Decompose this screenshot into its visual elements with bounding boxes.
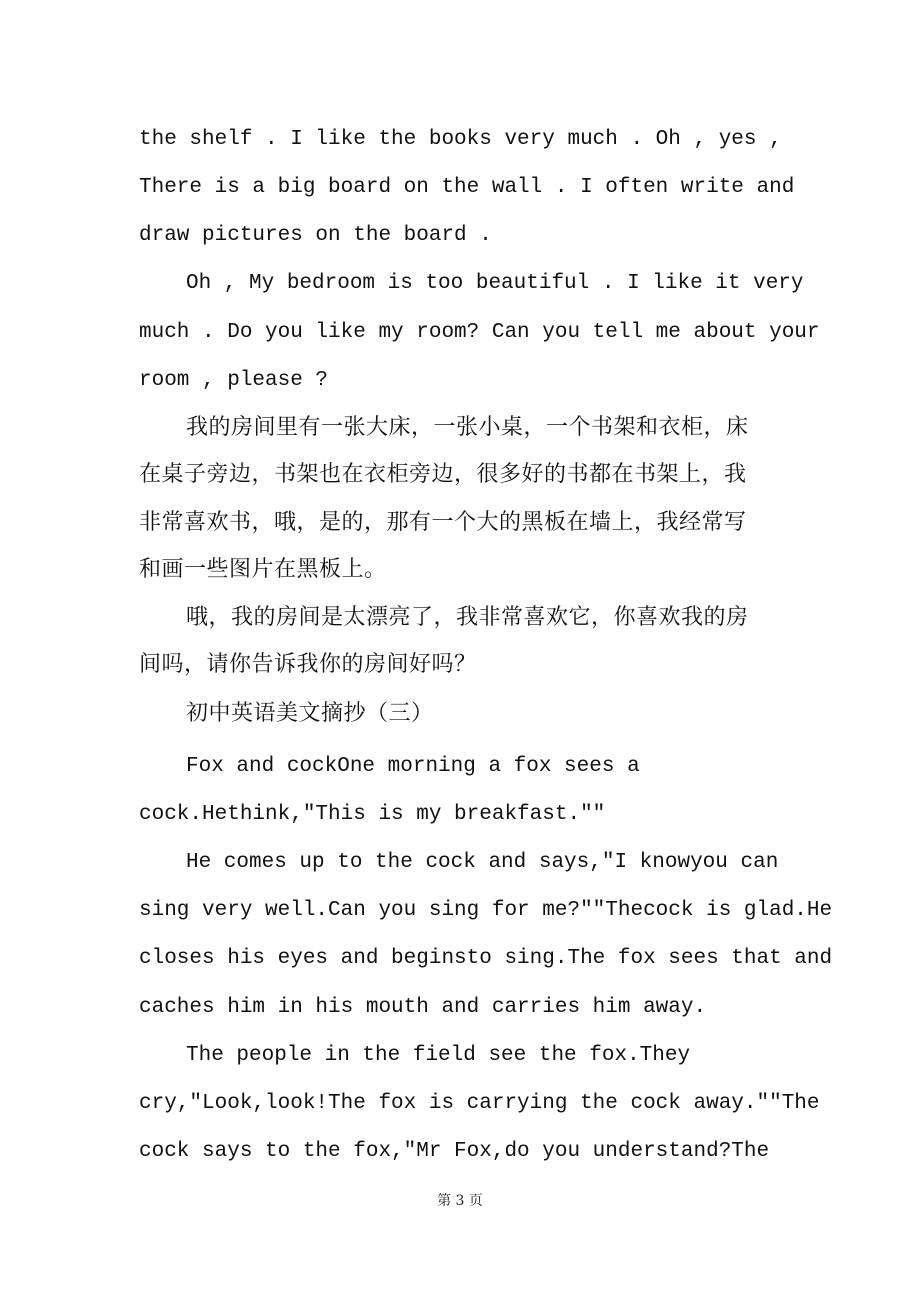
text-line: 和画一些图片在黑板上。 bbox=[139, 557, 387, 582]
text-line: room , please ? bbox=[139, 369, 329, 392]
text-line: caches him in his mouth and carries him away. bbox=[139, 996, 707, 1019]
text-line: cock.Hethink,"This is my breakfast."" bbox=[139, 803, 606, 826]
section-heading: 初中英语美文摘抄（三） bbox=[186, 701, 434, 726]
text-line: draw pictures on the board . bbox=[139, 224, 492, 247]
paragraph-start-line: He comes up to the cock and says,"I knowyou can bbox=[186, 851, 779, 874]
text-line: sing very well.Can you sing for me?""Thecock is glad.He bbox=[139, 899, 833, 922]
text-line: There is a big board on the wall . I often write and bbox=[139, 176, 795, 199]
text-line: cock says to the fox,"Mr Fox,do you understand?The bbox=[139, 1140, 770, 1163]
text-line: much . Do you like my room? Can you tell me about your bbox=[139, 321, 820, 344]
text-line: cry,"Look,look!The fox is carrying the cock away.""The bbox=[139, 1092, 820, 1115]
paragraph-start-line: Fox and cockOne morning a fox sees a bbox=[186, 755, 640, 778]
page-number: 第 3 页 bbox=[437, 1193, 483, 1209]
paragraph-start-line: The people in the field see the fox.They bbox=[186, 1044, 691, 1067]
paragraph-start-line: 我的房间里有一张大床，一张小桌，一个书架和衣柜，床 bbox=[186, 415, 749, 440]
paragraph-start-line: 哦，我的房间是太漂亮了，我非常喜欢它，你喜欢我的房 bbox=[186, 605, 749, 630]
paragraph-start-line: Oh , My bedroom is too beautiful . I like it very bbox=[186, 272, 804, 295]
text-line: 间吗，请你告诉我你的房间好吗？ bbox=[139, 652, 477, 677]
text-line: 在桌子旁边，书架也在衣柜旁边，很多好的书都在书架上，我 bbox=[139, 462, 747, 487]
text-line: closes his eyes and beginsto sing.The fox sees that and bbox=[139, 947, 833, 970]
text-line: 非常喜欢书，哦，是的，那有一个大的黑板在墙上，我经常写 bbox=[139, 510, 747, 535]
text-line: the shelf . I like the books very much . Oh , yes , bbox=[139, 128, 782, 151]
